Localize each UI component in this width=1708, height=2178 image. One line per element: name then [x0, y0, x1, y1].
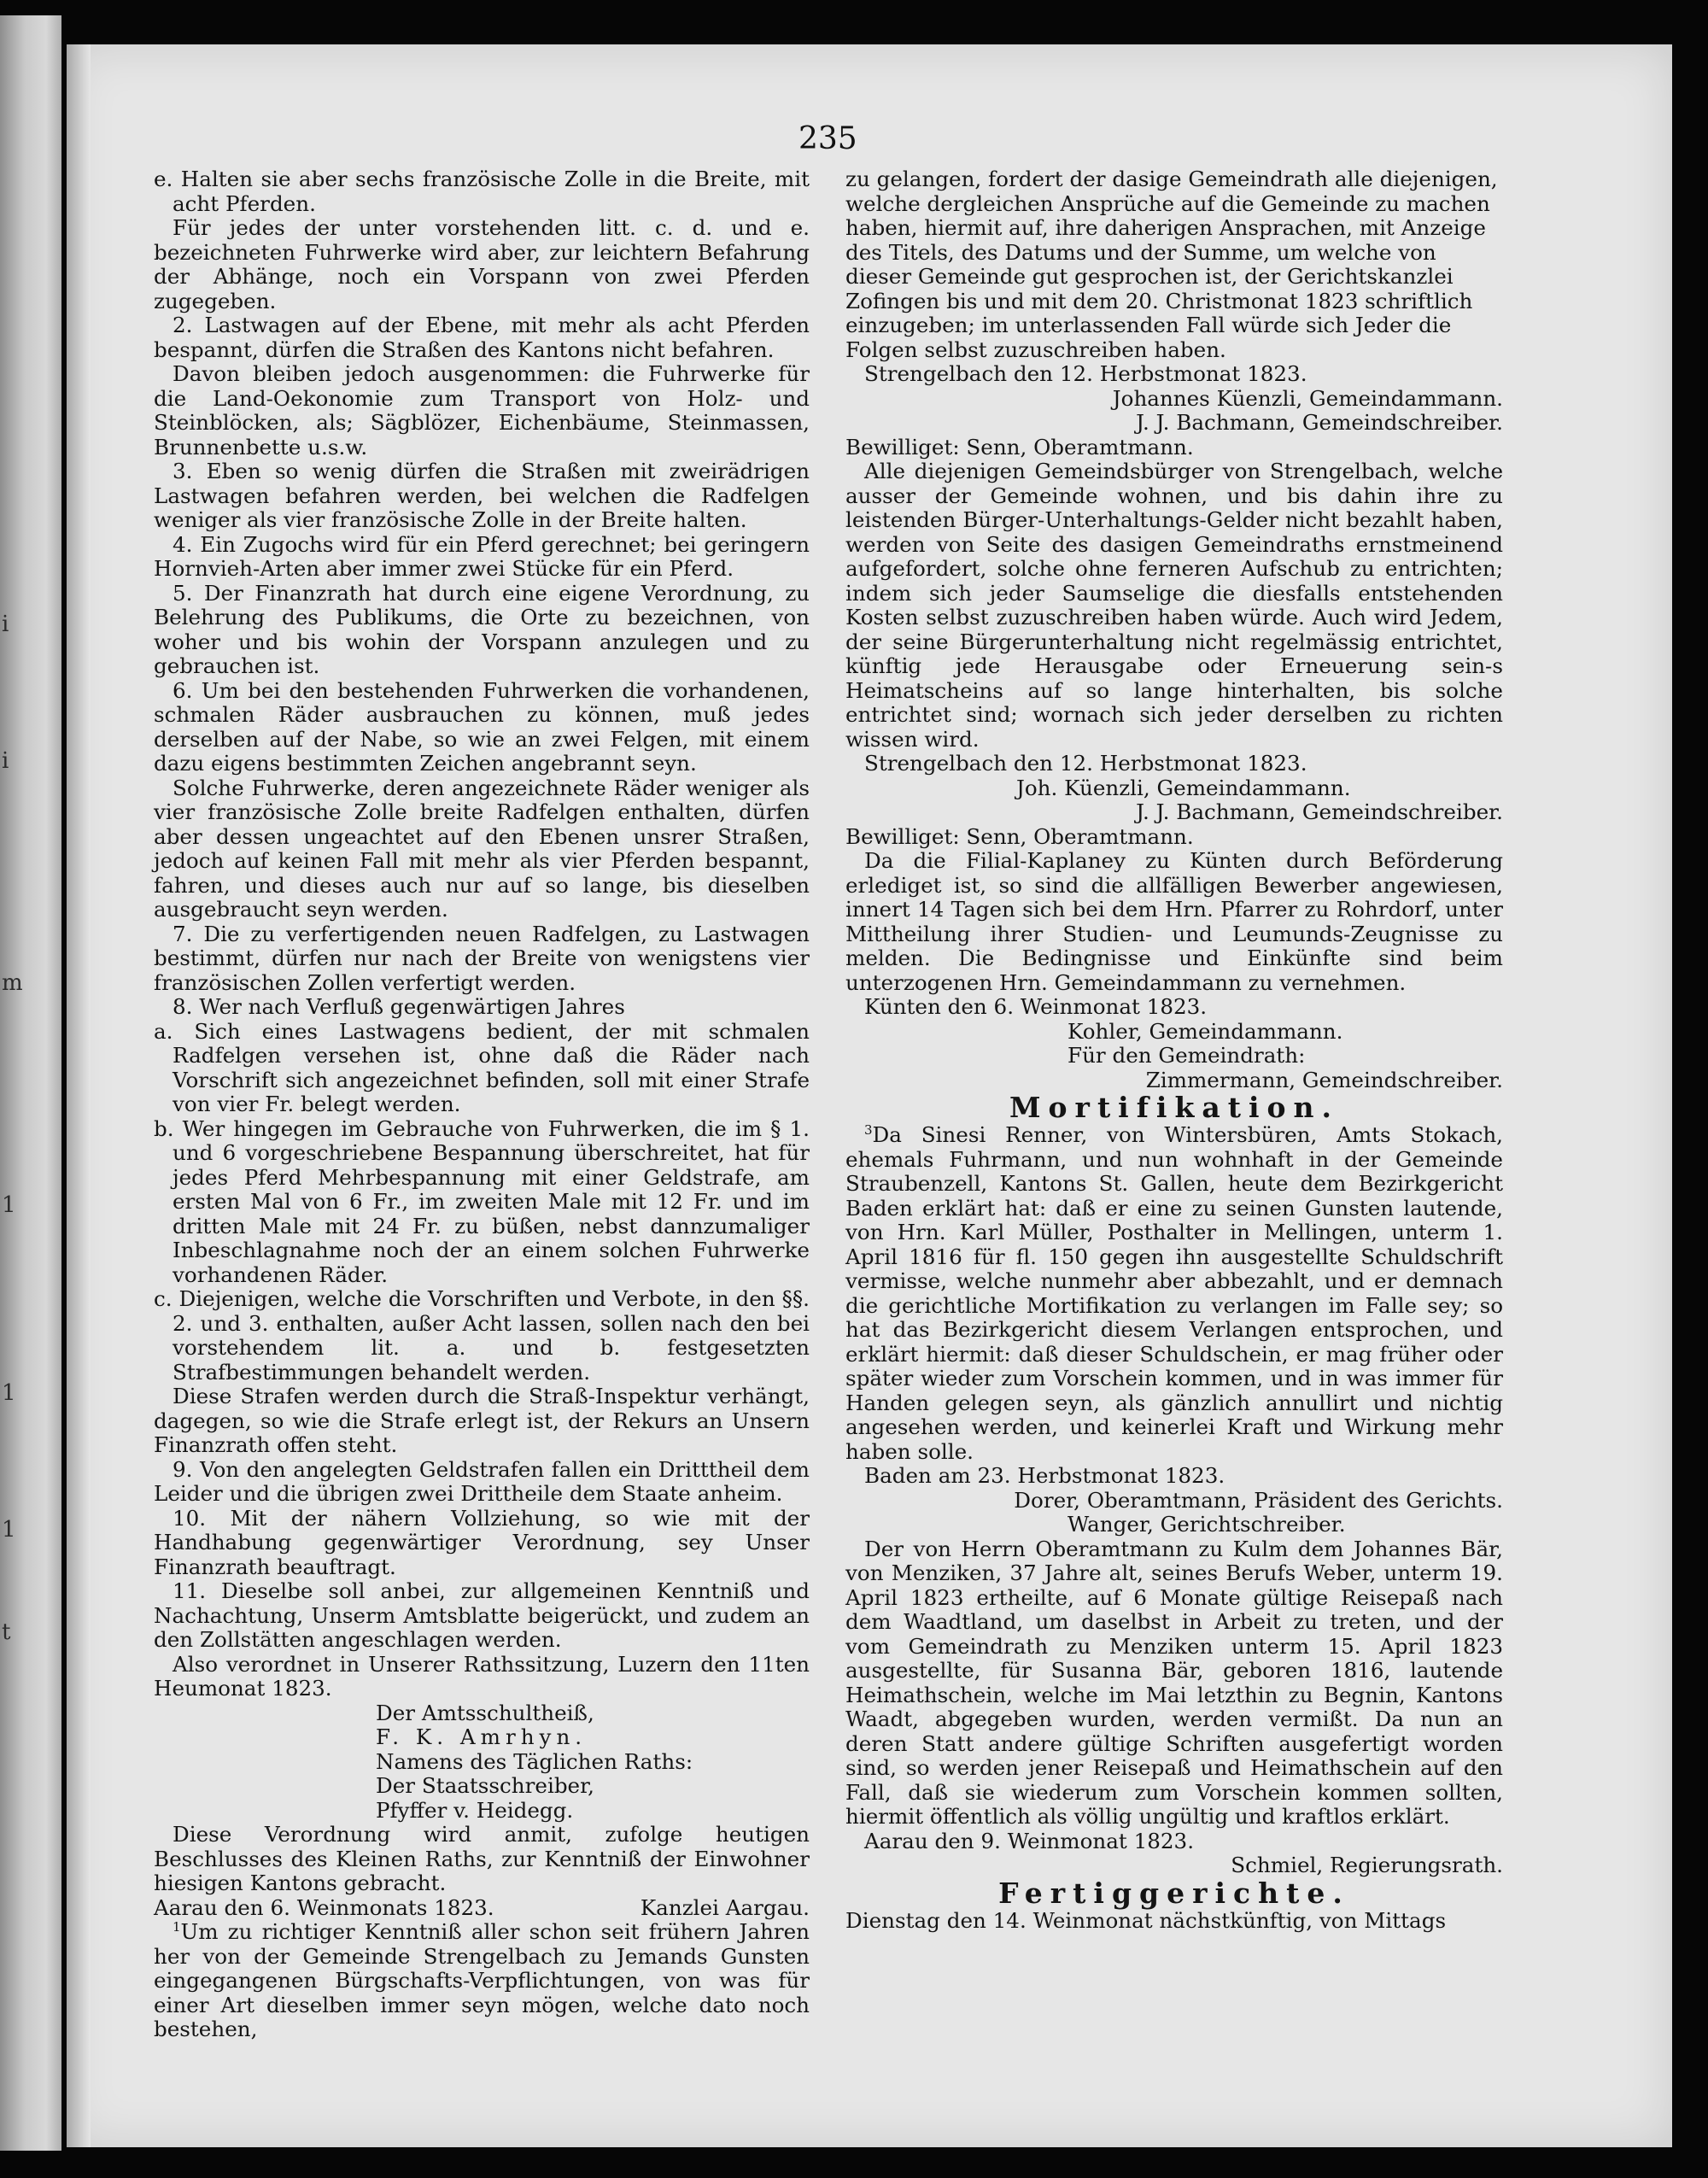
left-paragraph	[154, 533, 810, 582]
left-paragraph	[154, 1896, 810, 1921]
left-paragraph	[154, 995, 810, 1020]
paragraph-text: Um zu richtiger Kenntniß aller schon seit frühern Jahren her von der Gemeinde Strengelbach zu Jemands Gunsten eingegangenen Bürgschafts-Verpflichtungen, von was für einer Art dieselben immer seyn mögen, welche dato noch bestehen,	[154, 1919, 810, 2041]
paragraph-text: c. Diejenigen, welche die Vorschriften und Verbote, in den §§. 2. und 3. enthalten, außer Acht lassen, sollen nach den bei vorstehendem lit. a. und b. festgesetzten Strafbestimmungen behandelt werden.	[154, 1286, 810, 1385]
paragraph-text: 11. Dieselbe soll anbei, zur allgemeinen Kenntniß und Nachachtung, Unserm Amtsblatte beigerückt, und zudem an den Zollstätten angeschlagen werden.	[154, 1578, 810, 1652]
paragraph-text: Alle diejenigen Gemeindsbürger von Strengelbach, welche ausser der Gemeinde wohnen, und bis dahin ihre zu leistenden Bürger-Unterhaltungs-Gelder nicht bezahlt haben, werden von Seite des dasigen Gemeindraths ernstmeinend aufgefordert, solche ohne ferneren Aufschub zu entrichten; indem sich jeder Saumselige die diesfalls entstehenden Kosten selbst zuzuschreiben haben würde. Auch wird Jedem, der seine Bürgerunterhaltung nicht regelmässig entrichtet, künftig jede Herausgabe oder Erneuerung sein-s Heimatscheins auf so lange hinterhalten, bis solche entrichtet sind; wornach sich jeder derselben zu richten wissen wird.	[845, 459, 1503, 752]
left-paragraph	[154, 1579, 810, 1653]
left-paragraph	[154, 460, 810, 533]
left-paragraph	[154, 167, 810, 216]
paragraph-text: Joh. Küenzli, Gemeindammann.	[1016, 775, 1351, 800]
right-paragraph	[845, 387, 1503, 412]
right-paragraph	[845, 460, 1503, 752]
page-spine-shadow	[67, 44, 91, 2147]
paragraph-text: Da die Filial-Kaplaney zu Künten durch Beförderung erlediget ist, so sind die allfälligen Bewerber angewiesen, innert 14 Tagen sich bei dem Hrn. Pfarrer zu Rohrdorf, unter Mittheilung ihrer Studien- und Leumunds-Zeugnisse zu melden. Die Bedingnisse und Einkünfte sind beim unterzogenen Hrn. Gemeindammann zu vernehmen.	[845, 848, 1503, 995]
right-paragraph	[845, 1123, 1503, 1464]
section-heading	[845, 1878, 1503, 1909]
paragraph-text: Johannes Küenzli, Gemeindammann.	[1112, 385, 1503, 411]
paragraph-text: Baden am 23. Herbstmonat 1823.	[864, 1463, 1225, 1488]
paragraph-text: Bewilliget: Senn, Oberamtmann.	[845, 434, 1194, 460]
paragraph-text: a. Sich eines Lastwagens bedient, der mit schmalen Radfelgen versehen ist, ohne daß die Räder nach Vorschrift sich angezeichnet befinden, soll mit einer Strafe von vier Fr. belegt werden.	[154, 1018, 810, 1116]
paragraph-text: e. Halten sie aber sechs französische Zolle in die Breite, mit acht Pferden.	[154, 167, 810, 216]
left-paragraph	[154, 1774, 810, 1799]
margin-fragment: 1	[2, 1380, 16, 1406]
right-paragraph	[845, 1464, 1503, 1489]
left-paragraph	[154, 1725, 810, 1750]
paragraph-text: Dorer, Oberamtmann, Präsident des Gerichts.	[1014, 1487, 1503, 1513]
paragraph-text: J. J. Bachmann, Gemeindschreiber.	[1136, 799, 1503, 824]
right-paragraph	[845, 1909, 1503, 1934]
paragraph-text: Pfyffer v. Heidegg.	[376, 1797, 574, 1823]
paragraph-text: Da Sinesi Renner, von Wintersbüren, Amts Stokach, ehemals Fuhrmann, und nun wohnhaft in der Gemeinde Straubenzell, Kantons St. Gallen, heute dem Bezirkgericht Baden erklärt hat: daß er eine zu seinen Gunsten lautende, von Hrn. Karl Müller, Posthalter in Mellingen, unterm 1. April 1816 für fl. 150 gegen ihn ausgestellte Schuldschrift vermisse, welche nunmehr aber abbezahlt, und er demnach die gerichtliche Mortifikation zu verlangen im Falle sey; so hat das Bezirkgericht diesem Verlangen entsprochen, und erklärt hiermit: daß dieser Schuldschein, er mag früher oder später wieder zum Vorschein kommen, und in was immer für Handen gelegen seyn, als gänzlich annullirt und nichtig angesehen werden, und keinerlei Kraft und Wirkung mehr haben solle.	[845, 1122, 1503, 1464]
paragraph-text: Wanger, Gerichtschreiber.	[1068, 1512, 1346, 1537]
left-paragraph	[154, 679, 810, 776]
paragraph-text: Diese Strafen werden durch die Straß-Inspektur verhängt, dagegen, so wie die Strafe erlegt ist, der Rekurs an Unsern Finanzrath offen steht.	[154, 1384, 810, 1457]
paragraph-text: Diese Verordnung wird anmit, zufolge heutigen Beschlusses des Kleinen Raths, zur Kenntniß der Einwohner hiesigen Kantons gebracht.	[154, 1822, 810, 1895]
paragraph-text: Strengelbach den 12. Herbstmonat 1823.	[864, 361, 1307, 386]
margin-fragment: i	[2, 748, 9, 774]
paragraph-text: Künten den 6. Weinmonat 1823.	[864, 994, 1208, 1019]
left-paragraph	[154, 1385, 810, 1458]
adjacent-page-edge	[0, 15, 61, 2151]
paragraph-text: Dienstag den 14. Weinmonat nächstkünftig, von Mittags	[845, 1907, 1447, 1933]
right-paragraph	[845, 1044, 1503, 1069]
page-number: 235	[798, 121, 857, 156]
paragraph-text: Zimmermann, Gemeindschreiber.	[1145, 1067, 1503, 1092]
left-paragraph	[154, 1750, 810, 1775]
paragraph-text: 2. Lastwagen auf der Ebene, mit mehr als acht Pferden bespannt, dürfen die Straßen des Kantons nicht befahren.	[154, 313, 810, 362]
left-paragraph	[154, 1287, 810, 1385]
right-paragraph	[845, 436, 1503, 460]
right-paragraph	[845, 362, 1503, 387]
right-paragraph	[845, 1020, 1503, 1045]
left-paragraph	[154, 582, 810, 679]
paragraph-text: Bewilliget: Senn, Oberamtmann.	[845, 823, 1194, 849]
margin-fragment: m	[2, 970, 23, 996]
left-paragraph	[154, 1823, 810, 1896]
margin-fragment: 1	[2, 1192, 16, 1218]
footnote-marker: 1	[173, 1918, 181, 1935]
left-paragraph	[154, 1117, 810, 1288]
paragraph-text: 7. Die zu verfertigenden neuen Radfelgen, zu Lastwagen bestimmt, dürfen nur nach der Breite von wenigstens vier französischen Zollen verfertigt werden.	[154, 921, 810, 995]
footnote-marker: 3	[864, 1121, 873, 1138]
date-line: Aarau den 6. Weinmonats 1823.	[154, 1894, 494, 1920]
right-paragraph	[845, 1853, 1503, 1878]
left-paragraph	[154, 1458, 810, 1507]
paragraph-text: Strengelbach den 12. Herbstmonat 1823.	[864, 751, 1307, 776]
right-text-column	[845, 167, 1503, 1933]
right-paragraph	[845, 1489, 1503, 1513]
paragraph-text: 9. Von den angelegten Geldstrafen fallen ein Dritttheil dem Leider und die übrigen zwei Drittheile dem Staate anheim.	[154, 1456, 810, 1506]
left-paragraph	[154, 1701, 810, 1726]
left-paragraph	[154, 776, 810, 922]
paragraph-text: 6. Um bei den bestehenden Fuhrwerken die vorhandenen, schmalen Räder ausbrauchen zu können, muß jedes derselben auf der Nabe, so wie an zwei Felgen, mit einem dazu eigens bestimmten Zeichen angebrannt seyn.	[154, 677, 810, 776]
right-paragraph	[845, 167, 1503, 362]
right-paragraph	[845, 411, 1503, 436]
right-paragraph	[845, 800, 1503, 825]
margin-fragment: i	[2, 612, 9, 637]
paragraph-text: Solche Fuhrwerke, deren angezeichnete Räder weniger als vier französische Zolle breite Radfelgen enthalten, dürfen aber dessen ungeachtet auf den Ebenen unsrer Straßen, jedoch auf keinen Fall mit mehr als vier Pferden bespannt, fahren, und dieses auch nur auf so lange, bis dieselben ausgebraucht seyn werden.	[154, 775, 810, 922]
left-paragraph	[154, 313, 810, 362]
paragraph-text: Für jedes der unter vorstehenden litt. c. d. und e. bezeichneten Fuhrwerke wird aber, zur leichtern Befahrung der Abhänge, noch ein Vorspann von zwei Pferden zugegeben.	[154, 215, 810, 313]
left-paragraph	[154, 1507, 810, 1580]
paragraph-text: Mortifikation.	[1009, 1091, 1339, 1124]
paragraph-text: Der Staatsschreiber,	[376, 1773, 594, 1798]
right-paragraph	[845, 1830, 1503, 1854]
paragraph-text: Also verordnet in Unserer Rathssitzung, Luzern den 11ten Heumonat 1823.	[154, 1651, 810, 1701]
paragraph-text: 8. Wer nach Verfluß gegenwärtigen Jahres	[173, 994, 625, 1019]
signature: Kanzlei Aargau.	[640, 1894, 810, 1920]
right-paragraph	[845, 1069, 1503, 1093]
left-text-column	[154, 167, 810, 2042]
paragraph-text: 4. Ein Zugochs wird für ein Pferd gerechnet; bei geringern Hornvieh-Arten aber immer zwei Stücke für ein Pferd.	[154, 531, 810, 581]
paragraph-text: F. K. Amrhyn.	[376, 1724, 588, 1749]
paragraph-text: 5. Der Finanzrath hat durch eine eigene Verordnung, zu Belehrung des Publikums, die Orte zu bezeichnen, von woher und bis wohin der Vorspann anzulegen und zu gebrauchen ist.	[154, 580, 810, 678]
left-paragraph	[154, 216, 810, 313]
right-paragraph	[845, 1537, 1503, 1830]
right-paragraph	[845, 995, 1503, 1020]
paragraph-text: Schmiel, Regierungsrath.	[1231, 1853, 1503, 1877]
paragraph-text: J. J. Bachmann, Gemeindschreiber.	[1136, 410, 1503, 435]
paragraph-text: Namens des Täglichen Raths:	[376, 1748, 693, 1774]
section-heading	[845, 1092, 1503, 1123]
left-paragraph	[154, 922, 810, 996]
right-paragraph	[845, 825, 1503, 850]
margin-fragment: 1	[2, 1517, 16, 1543]
right-paragraph	[845, 752, 1503, 776]
paragraph-text: zu gelangen, fordert der dasige Gemeindrath alle diejenigen, welche dergleichen Ansprüche auf die Gemeinde zu machen haben, hiermit auf, ihre daherigen Ansprachen, mit Anzeige des Titels, des Datums und der Summe, um welche von dieser Gemeinde gut gesprochen ist, der Gerichtskanzlei Zofingen bis und mit dem 20. Christmonat 1823 schriftlich einzugeben; im unterlassenden Fall würde sich Jeder die Folgen selbst zuzuschreiben haben.	[845, 167, 1498, 362]
paragraph-text: b. Wer hingegen im Gebrauche von Fuhrwerken, die im § 1. und 6 vorgeschriebene Bespannung überschreitet, hat für jedes Pferd Mehrbespannung mit einer Geldstrafe, am ersten Mal von 6 Fr., im zweiten Male mit 12 Fr. und im dritten Male mit 24 Fr. zu büßen, nebst dannzumaliger Inbeschlagnahme noch der an einem solchen Fuhrwerke vorhandenen Räder.	[154, 1115, 810, 1287]
paragraph-text: Der Amtsschultheiß,	[376, 1700, 594, 1725]
paragraph-text: Kohler, Gemeindammann.	[1068, 1018, 1343, 1044]
right-paragraph	[845, 776, 1503, 801]
paragraph-text: 3. Eben so wenig dürfen die Straßen mit zweirädrigen Lastwagen befahren werden, bei welchen die Radfelgen weniger als vier französische Zolle in der Breite halten.	[154, 459, 810, 532]
left-paragraph	[154, 1653, 810, 1701]
left-paragraph	[154, 1799, 810, 1824]
margin-fragment: t	[2, 1619, 11, 1645]
paragraph-text: Fertiggerichte.	[998, 1876, 1350, 1910]
paragraph-text: Aarau den 9. Weinmonat 1823.	[864, 1828, 1195, 1853]
left-paragraph	[154, 362, 810, 460]
paragraph-text: Davon bleiben jedoch ausgenommen: die Fuhrwerke für die Land-Oekonomie zum Transport von Holz- und Steinblöcken, als; Sägblözer, Eichenbäume, Steinmassen, Brunnenbette u.s.w.	[154, 361, 810, 460]
paragraph-text: Der von Herrn Oberamtmann zu Kulm dem Johannes Bär, von Menziken, 37 Jahre alt, seines Berufs Weber, unterm 19. April 1823 ertheilte, auf 6 Monate gültige Reisepaß nach dem Waadtland, um daselbst in Arbeit zu treten, und der vom Gemeindrath zu Menziken unterm 15. April 1823 ausgestellte, für Susanna Bär, geboren 1816, lautende Heimathschein, welche im Mai letzthin zu Begnin, Kantons Waadt, abgegeben wurden, werden vermißt. Da nun an deren Statt andere gültige Schriften ausgefertigt worden sind, so werden jener Reisepaß und Heimathschein auf den Fall, daß sie wiederum zum Vorschein kommen sollten, hiermit öffentlich als völlig ungültig und kraftlos erklärt.	[845, 1536, 1503, 1829]
paragraph-text: Für den Gemeindrath:	[1068, 1043, 1306, 1068]
left-paragraph	[154, 1020, 810, 1117]
paragraph-text: 10. Mit der nähern Vollziehung, so wie mit der Handhabung gegenwärtiger Verordnung, sey Unser Finanzrath beauftragt.	[154, 1505, 810, 1579]
right-paragraph	[845, 1513, 1503, 1537]
left-paragraph	[154, 1920, 810, 2042]
right-paragraph	[845, 849, 1503, 995]
